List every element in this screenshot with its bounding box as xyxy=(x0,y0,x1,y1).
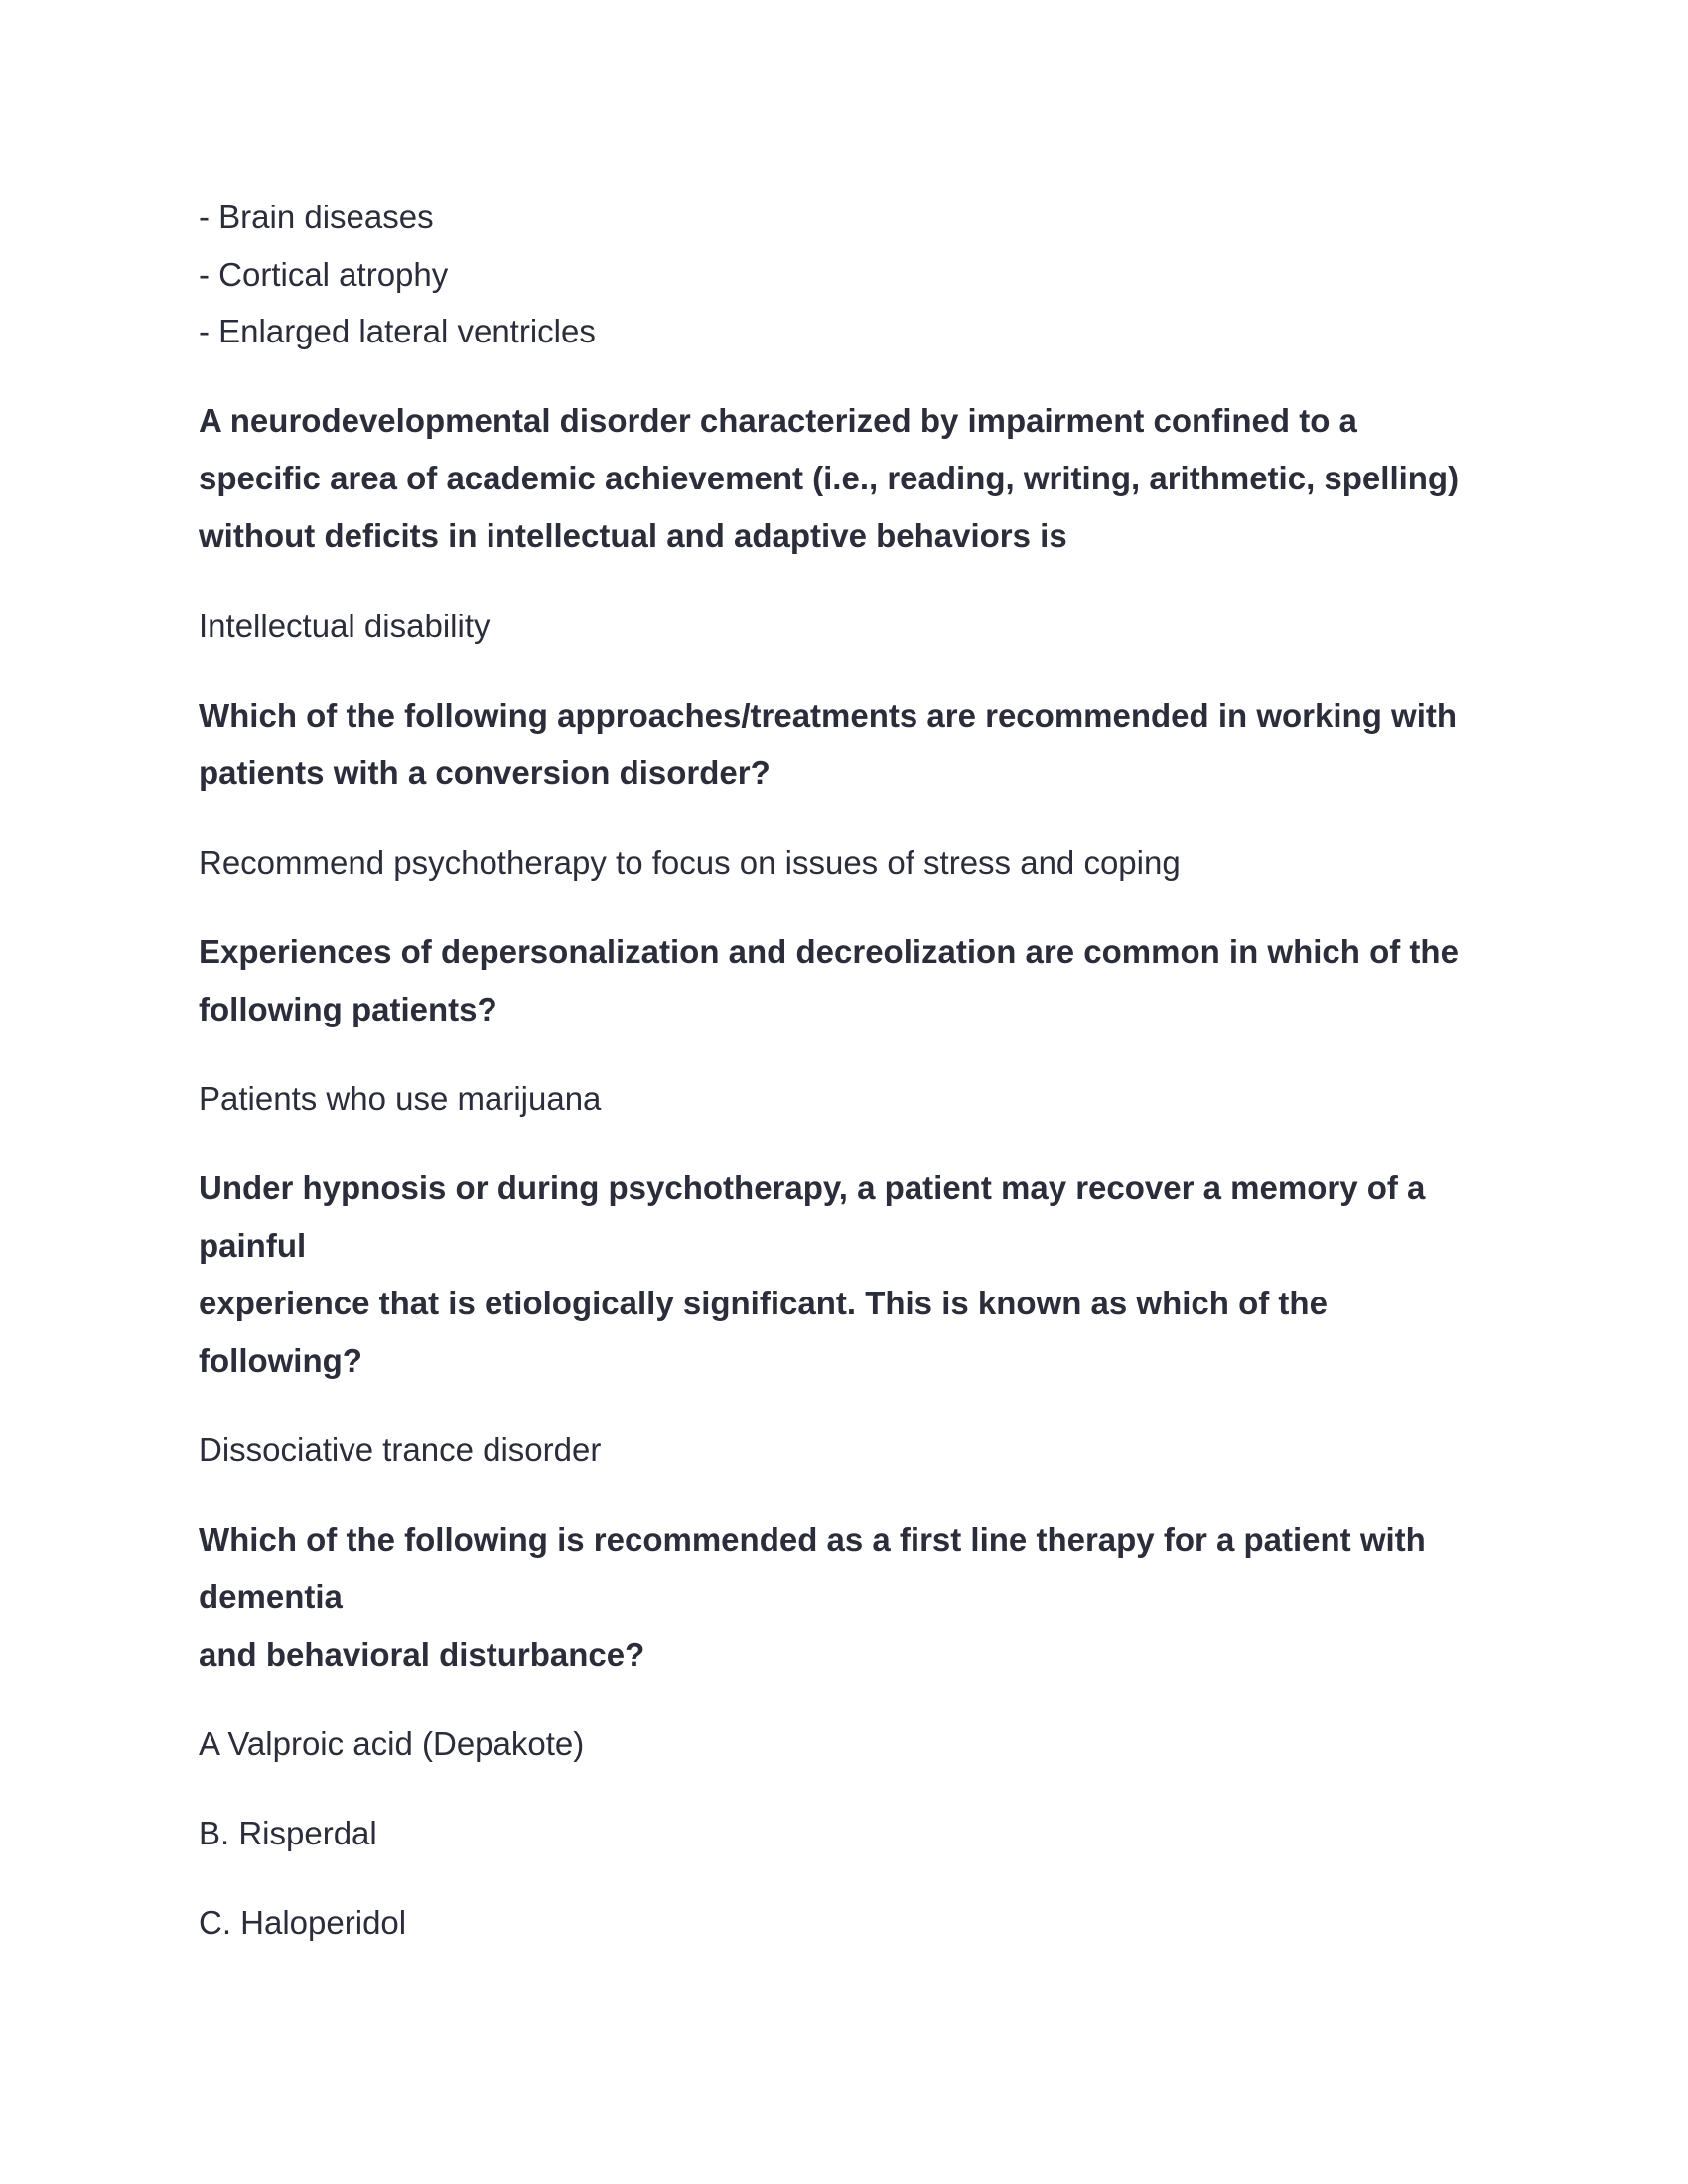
question-4 xyxy=(199,1160,1509,1390)
question-line: specific area of academic achievement (i.e., reading, writing, arithmetic, spelling) xyxy=(199,460,1460,496)
document-page xyxy=(199,0,1509,2184)
question-line: experience that is etiologically significant. This is known as which of the xyxy=(199,1285,1328,1321)
bullet-item: - Brain diseases xyxy=(199,199,434,235)
question-line: patients with a conversion disorder? xyxy=(199,754,771,791)
answer-3: Patients who use marijuana xyxy=(199,1080,602,1117)
answer-2: Recommend psychotherapy to focus on issues of stress and coping xyxy=(199,844,1181,881)
question-line: following? xyxy=(199,1342,362,1379)
answer-1: Intellectual disability xyxy=(199,608,491,644)
bullet-item: - Enlarged lateral ventricles xyxy=(199,313,596,349)
answer-option-c: C. Haloperidol xyxy=(199,1904,407,1941)
question-line: without deficits in intellectual and adaptive behaviors is xyxy=(199,517,1067,554)
question-line: painful xyxy=(199,1227,307,1264)
answer-4: Dissociative trance disorder xyxy=(199,1432,602,1468)
question-1 xyxy=(199,392,1509,565)
question-line: A neurodevelopmental disorder characterized by impairment confined to a xyxy=(199,402,1357,439)
question-3 xyxy=(199,923,1509,1038)
question-line: and behavioral disturbance? xyxy=(199,1636,645,1673)
answer-option-a: A Valproic acid (Depakote) xyxy=(199,1725,585,1762)
question-line: Experiences of depersonalization and decreolization are common in which of the xyxy=(199,933,1459,970)
question-2 xyxy=(199,687,1509,802)
question-5 xyxy=(199,1511,1509,1684)
answer-option-b: B. Risperdal xyxy=(199,1815,377,1851)
question-line: Which of the following is recommended as a first line therapy for a patient with xyxy=(199,1521,1426,1558)
question-line: Under hypnosis or during psychotherapy, a patient may recover a memory of a xyxy=(199,1169,1426,1206)
question-line: Which of the following approaches/treatments are recommended in working with xyxy=(199,697,1458,734)
question-line: following patients? xyxy=(199,991,497,1027)
bullet-item: - Cortical atrophy xyxy=(199,256,449,293)
question-line: dementia xyxy=(199,1578,343,1615)
